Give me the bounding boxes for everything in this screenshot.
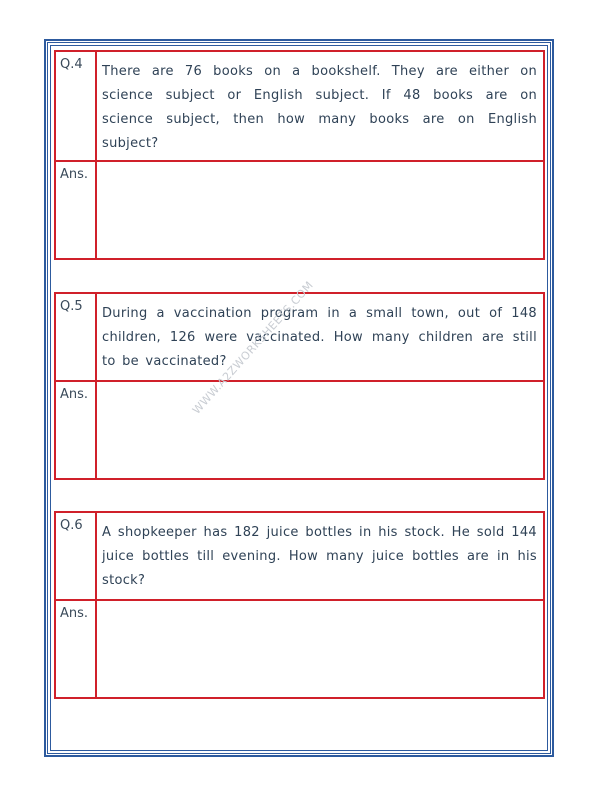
answer-field-4[interactable] [99, 162, 543, 258]
question-label-6: Q.6 [56, 513, 97, 599]
question-label-4: Q.4 [56, 52, 97, 160]
question-label-5: Q.5 [56, 294, 97, 380]
answer-field-6[interactable] [99, 601, 543, 697]
answer-label-5: Ans. [56, 382, 97, 478]
question-row-6 [54, 511, 545, 601]
answer-row-6 [54, 599, 545, 699]
question-text-4: There are 76 books on a bookshelf. They are either on science subject or English subject. If 48 books are on science subject, then how many books are on English subject? [102, 64, 537, 151]
question-text-6: A shopkeeper has 182 juice bottles in his stock. He sold 144 juice bottles till evening. How many juice bottles are in his stock? [102, 525, 537, 588]
answer-label-4: Ans. [56, 162, 97, 258]
answer-label-6: Ans. [56, 601, 97, 697]
question-text-5: During a vaccination program in a small town, out of 148 children, 126 were vaccinated. How many children are still to be vaccinated? [102, 306, 537, 369]
answer-row-4 [54, 160, 545, 260]
watermark-text: WWW.A2ZWORKSHEETS.COM [190, 278, 317, 417]
question-row-4 [54, 50, 545, 162]
answer-row-5 [54, 380, 545, 480]
answer-field-5[interactable] [99, 382, 543, 478]
